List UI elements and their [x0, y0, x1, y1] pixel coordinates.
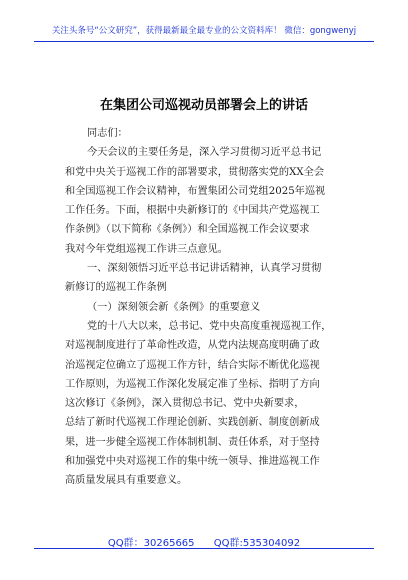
paragraph-line: 和全国巡视工作会议精神，布置集团公司党组2025年巡视 — [65, 185, 326, 197]
paragraph-line: 和党中央关于巡视工作的部署要求，贯彻落实党的XX全会 — [65, 166, 325, 178]
paragraph-line: 今天会议的主要任务是，深入学习贯彻习近平总书记 — [87, 147, 322, 159]
paragraph-line: 治巡视定位确立了巡视工作方针，结合实际不断优化巡视 — [65, 359, 320, 371]
paragraph-line: 果，进一步健全巡视工作体制机制、责任体系，对于坚持 — [65, 436, 320, 448]
paragraph-line: 党的十八大以来，总书记、党中央高度重视巡视工作， — [87, 320, 332, 332]
document-body — [65, 124, 355, 491]
subsection-heading: （一）深刻领会新《条例》的重要意义 — [87, 301, 261, 313]
section-heading: 一、深刻领悟习近平总书记讲话精神，认真学习贯彻 — [87, 263, 322, 275]
footer-qq-group-2: QQ群:535304092 — [213, 538, 301, 549]
salutation: 同志们： — [87, 128, 128, 139]
paragraph-line: 这次修订《条例》，深入贯彻总书记、党中央新要求， — [65, 398, 305, 410]
paragraph-line: 对巡视制度进行了革命性改造，从党内法规高度明确了政 — [65, 340, 320, 352]
header-divider — [34, 41, 374, 42]
paragraph-line: 我对今年党组巡视工作讲三点意见。 — [65, 243, 228, 255]
document-title: 在集团公司巡视动员部署会上的讲话 — [99, 98, 308, 113]
section-heading: 新修订的巡视工作条例 — [65, 282, 167, 294]
paragraph-line: 总结了新时代巡视工作理论创新、实践创新、制度创新成 — [65, 417, 320, 429]
paragraph-line: 工作原则，为巡视工作深化发展定准了坐标、指明了方向 — [65, 378, 320, 390]
header-promo-note: 关注头条号“公文研究”，获得最新最全最专业的公文资料库！ 微信：gongwenyj — [51, 26, 357, 36]
footer-qq-group-1: QQ群：30265665 — [107, 538, 195, 549]
paragraph-line: 和加强党中央对巡视工作的集中统一领导、推进巡视工作 — [65, 456, 320, 468]
paragraph-line: 工作任务。下面，根据中央新修订的《中国共产党巡视工 — [65, 205, 320, 217]
paragraph-line: 高质量发展具有重要意义。 — [65, 475, 188, 487]
paragraph-line: 作条例》（以下简称《条例》）和全国巡视工作会议要求 — [65, 224, 310, 236]
footer-divider — [34, 548, 374, 549]
footer-contact — [0, 534, 408, 549]
